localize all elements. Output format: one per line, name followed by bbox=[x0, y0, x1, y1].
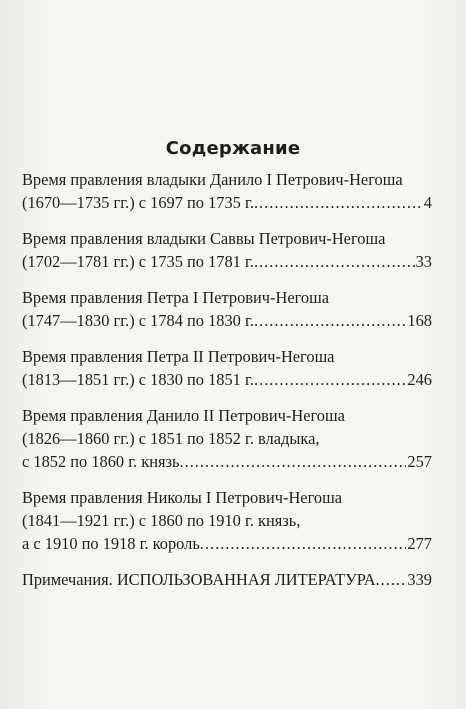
toc-entry-title: Время правления Данило II Петрович-Негоша bbox=[22, 406, 345, 425]
contents-heading: Содержание bbox=[165, 138, 301, 159]
leader-dots bbox=[180, 450, 407, 473]
toc-entry bbox=[22, 345, 432, 391]
toc-entry-dates: (1670—1735 гг.) с 1697 по 1735 г. bbox=[22, 193, 254, 212]
toc-entry-title: Время правления владыки Данило I Петрович-Негоша bbox=[22, 170, 403, 189]
toc-entry-role: а с 1910 по 1918 г. король bbox=[22, 534, 200, 553]
toc-page-number: 168 bbox=[407, 311, 432, 330]
leader-dots bbox=[376, 568, 407, 591]
toc-entry-title: Время правления Николы I Петрович-Негоша bbox=[22, 488, 342, 507]
table-of-contents bbox=[22, 168, 432, 604]
leader-dots bbox=[254, 309, 406, 332]
toc-entry-dates: (1841—1921 гг.) с 1860 по 1910 г. князь, bbox=[22, 511, 301, 530]
toc-page-number: 339 bbox=[407, 570, 432, 589]
toc-entry-title: Примечания. ИСПОЛЬЗОВАННАЯ ЛИТЕРАТУРА bbox=[22, 570, 376, 589]
toc-entry-title: Время правления Петра I Петрович-Негоша bbox=[22, 288, 330, 307]
toc-page-number: 33 bbox=[415, 252, 432, 271]
toc-entry-dates: (1702—1781 гг.) с 1735 по 1781 г. bbox=[22, 252, 254, 271]
toc-entry-notes bbox=[22, 568, 432, 591]
toc-entry bbox=[22, 227, 432, 273]
toc-entry-role: с 1852 по 1860 г. князь bbox=[22, 452, 180, 471]
toc-entry-dates: (1747—1830 гг.) с 1784 по 1830 г. bbox=[22, 311, 254, 330]
toc-entry bbox=[22, 286, 432, 332]
toc-entry bbox=[22, 168, 432, 214]
toc-page-number: 246 bbox=[407, 370, 432, 389]
leader-dots bbox=[254, 250, 415, 273]
toc-entry bbox=[22, 486, 432, 555]
toc-page-number: 257 bbox=[407, 452, 432, 471]
toc-page-number: 4 bbox=[423, 193, 432, 212]
toc-page-number: 277 bbox=[407, 534, 432, 553]
leader-dots bbox=[254, 368, 406, 391]
leader-dots bbox=[200, 532, 407, 555]
toc-entry-dates: (1826—1860 гг.) с 1851 по 1852 г. владыка, bbox=[22, 429, 320, 448]
leader-dots bbox=[254, 191, 423, 214]
toc-entry-dates: (1813—1851 гг.) с 1830 по 1851 г. bbox=[22, 370, 254, 389]
toc-entry-title: Время правления владыки Саввы Петрович-Негоша bbox=[22, 229, 386, 248]
toc-entry-title: Время правления Петра II Петрович-Негоша bbox=[22, 347, 335, 366]
toc-entry bbox=[22, 404, 432, 473]
